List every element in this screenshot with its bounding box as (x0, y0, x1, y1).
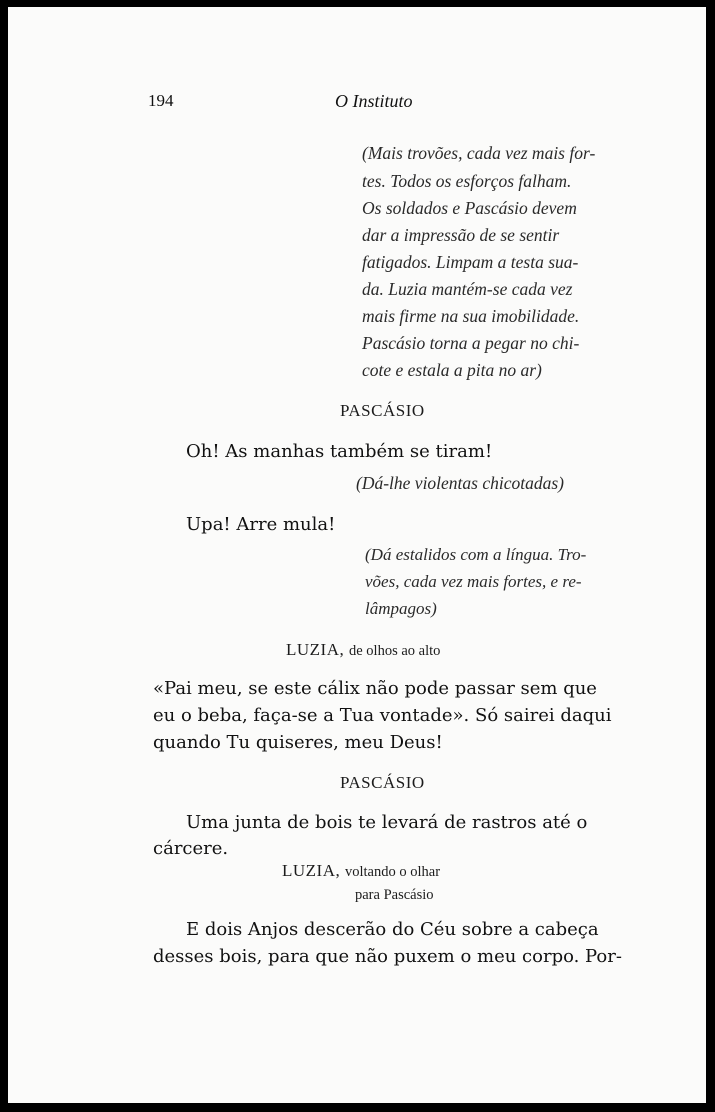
speaker-name: LUZIA, (282, 861, 341, 880)
stage-direction-line: vões, cada vez mais fortes, e re- (365, 572, 582, 591)
speaker-heading (282, 861, 440, 881)
stage-direction: (Dá-lhe violentas chicotadas) (356, 473, 565, 493)
stage-direction-line: dar a impressão de se sentir (362, 225, 560, 245)
stage-direction-line: tes. Todos os esforços falham. (362, 171, 572, 191)
stage-direction-line: fatigados. Limpam a testa sua- (362, 252, 579, 272)
speaker-heading-continued (355, 884, 434, 904)
speech-line: cárcere. (153, 838, 229, 859)
stage-direction-line: Os soldados e Pascásio devem (362, 198, 577, 218)
page-number: 194 (148, 91, 174, 110)
speaker-name: PASCÁSIO (340, 773, 425, 792)
stage-direction-line: (Mais trovões, cada vez mais for- (362, 143, 596, 163)
speaker-note: de olhos ao alto (348, 643, 441, 659)
stage-direction-line: (Dá estalidos com a língua. Tro- (365, 545, 587, 564)
stage-direction-line: lâmpagos) (365, 599, 437, 618)
dialogue-line: Upa! Arre mula! (186, 514, 336, 535)
speech-line: «Pai meu, se este cálix não pode passar sem que (153, 678, 597, 699)
speech-line: eu o beba, faça-se a Tua vontade». Só sairei daqui (153, 705, 612, 726)
stage-direction-line: da. Luzia mantém-se cada vez (362, 279, 573, 299)
speaker-name: PASCÁSIO (340, 401, 425, 420)
speech-line: quando Tu quiseres, meu Deus! (153, 732, 443, 753)
running-title: O Instituto (335, 91, 413, 111)
speaker-name: LUZIA, (286, 640, 345, 659)
speaker-note: para Pascásio (355, 887, 434, 903)
stage-direction-line: mais firme na sua imobilidade. (362, 306, 580, 326)
speaker-heading (286, 640, 440, 660)
speech-line: desses bois, para que não puxem o meu corpo. Por- (153, 946, 622, 967)
stage-direction-line: cote e estala a pita no ar) (362, 360, 542, 380)
speech-line: E dois Anjos descerão do Céu sobre a cabeça (186, 919, 599, 940)
stage-direction-line: Pascásio torna a pegar no chi- (362, 333, 580, 353)
speech-line: Uma junta de bois te levará de rastros até o (186, 812, 588, 833)
dialogue-line: Oh! As manhas também se tiram! (186, 441, 493, 462)
speaker-note: voltando o olhar (344, 864, 441, 880)
